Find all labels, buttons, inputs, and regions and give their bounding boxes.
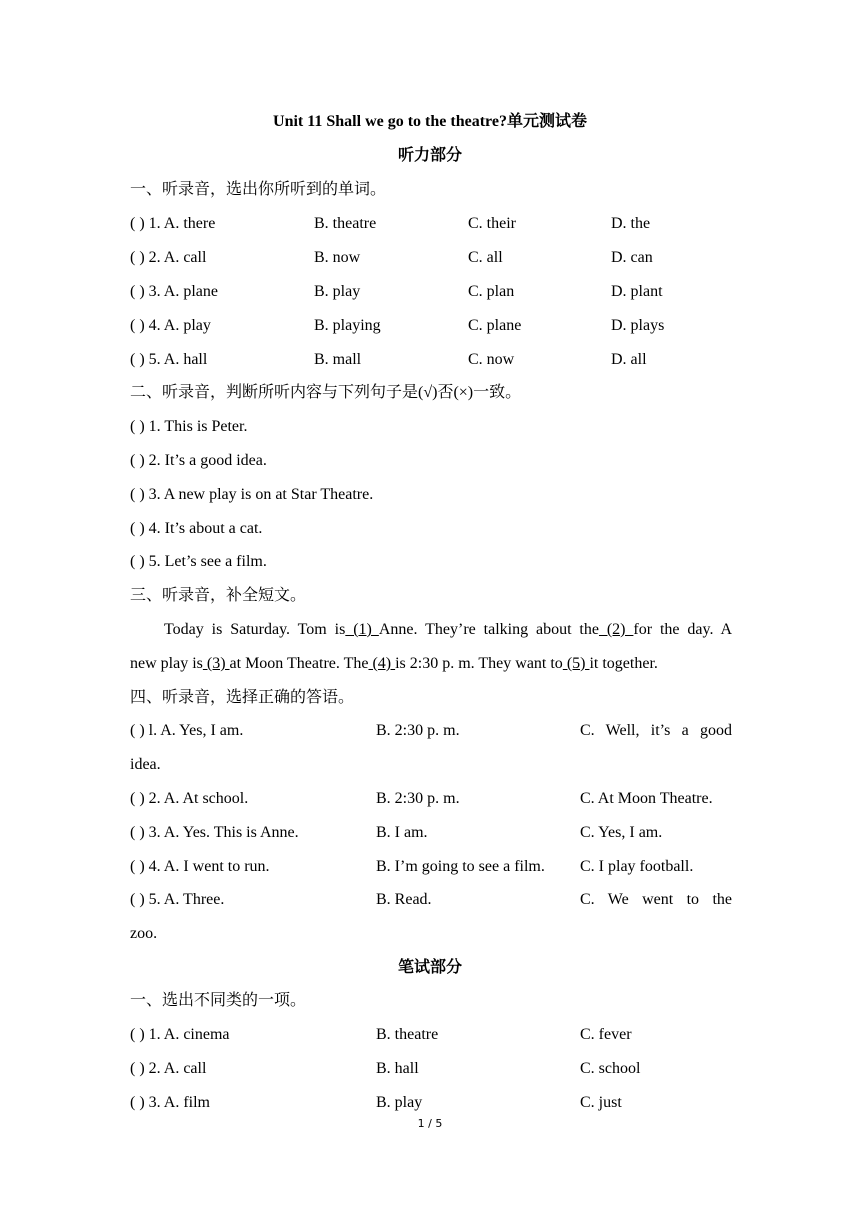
part2-item: ( ) 2. It’s a good idea. bbox=[130, 452, 267, 469]
question-label: ( ) 3. A. Yes. This is Anne. bbox=[130, 824, 299, 841]
question-label: ( ) 3. A. plane bbox=[130, 283, 218, 300]
page-number: 1 / 5 bbox=[417, 1117, 443, 1130]
option-c: C. We went to the bbox=[580, 891, 732, 908]
part4-heading: 四、听录音，选择正确的答语。 bbox=[130, 689, 355, 706]
option-c: C. school bbox=[580, 1060, 641, 1077]
option-c: C. now bbox=[468, 351, 515, 368]
passage-text: it together. bbox=[589, 655, 658, 672]
passage-line-2 bbox=[130, 654, 658, 674]
option-b: B. theatre bbox=[376, 1026, 439, 1043]
option-c: C. their bbox=[468, 215, 516, 232]
blank-1: (1) bbox=[345, 621, 379, 638]
document-title: Unit 11 Shall we go to the theatre?单元测试卷 bbox=[273, 113, 587, 130]
option-b: B. playing bbox=[314, 317, 381, 334]
option-c: C. just bbox=[580, 1094, 622, 1111]
question-label: ( ) 3. A. film bbox=[130, 1094, 210, 1111]
question-label: ( ) 5. A. hall bbox=[130, 351, 208, 368]
passage-text: at Moon Theatre. The bbox=[229, 655, 369, 672]
question-label: ( ) 2. A. call bbox=[130, 1060, 207, 1077]
option-b: B. 2:30 p. m. bbox=[376, 790, 460, 807]
passage-text: for the day. A bbox=[633, 621, 733, 638]
part2-item: ( ) 4. It’s about a cat. bbox=[130, 520, 263, 537]
option-b: B. play bbox=[376, 1094, 423, 1111]
option-d: D. plant bbox=[611, 283, 663, 300]
question-label: ( ) l. A. Yes, I am. bbox=[130, 722, 244, 739]
part3-heading: 三、听录音，补全短文。 bbox=[130, 587, 307, 604]
part2-item: ( ) 5. Let’s see a film. bbox=[130, 553, 267, 570]
listening-heading: 听力部分 bbox=[397, 147, 462, 164]
part2-item: ( ) 3. A new play is on at Star Theatre. bbox=[130, 486, 374, 503]
question-label: ( ) 1. A. cinema bbox=[130, 1026, 230, 1043]
option-b: B. Read. bbox=[376, 891, 432, 908]
option-c: C. all bbox=[468, 249, 503, 266]
option-b: B. 2:30 p. m. bbox=[376, 722, 460, 739]
question-label: ( ) 4. A. play bbox=[130, 317, 211, 334]
blank-3: (3) bbox=[202, 655, 230, 672]
option-b: B. hall bbox=[376, 1060, 419, 1077]
blank-5: (5) bbox=[562, 655, 590, 672]
option-c: C. fever bbox=[580, 1026, 632, 1043]
option-c: C. Well, it’s a good bbox=[580, 722, 732, 739]
option-d: D. all bbox=[611, 351, 647, 368]
option-d: D. the bbox=[611, 215, 651, 232]
blank-4: (4) bbox=[368, 655, 396, 672]
part1-heading: 一、听录音，选出你所听到的单词。 bbox=[130, 181, 387, 198]
question-label: ( ) 1. A. there bbox=[130, 215, 216, 232]
passage-text: Anne. They’re talking about the bbox=[378, 621, 599, 638]
option-c-wrap: zoo. bbox=[130, 925, 158, 942]
part5-heading: 一、选出不同类的一项。 bbox=[130, 992, 307, 1009]
option-b: B. I am. bbox=[376, 824, 428, 841]
option-c: C. Yes, I am. bbox=[580, 824, 663, 841]
question-label: ( ) 4. A. I went to run. bbox=[130, 858, 270, 875]
option-b: B. theatre bbox=[314, 215, 377, 232]
option-c: C. I play football. bbox=[580, 858, 694, 875]
option-d: D. plays bbox=[611, 317, 665, 334]
passage-line-1 bbox=[130, 620, 732, 640]
question-label: ( ) 2. A. call bbox=[130, 249, 207, 266]
question-label: ( ) 2. A. At school. bbox=[130, 790, 249, 807]
option-c: C. plan bbox=[468, 283, 515, 300]
written-heading: 笔试部分 bbox=[397, 959, 462, 976]
option-d: D. can bbox=[611, 249, 653, 266]
blank-2: (2) bbox=[598, 621, 634, 638]
option-b: B. I’m going to see a film. bbox=[376, 858, 545, 875]
option-b: B. mall bbox=[314, 351, 362, 368]
part2-item: ( ) 1. This is Peter. bbox=[130, 418, 248, 435]
option-c-wrap: idea. bbox=[130, 756, 161, 773]
option-c: C. plane bbox=[468, 317, 522, 334]
option-c: C. At Moon Theatre. bbox=[580, 790, 713, 807]
part2-heading: 二、听录音，判断所听内容与下列句子是(√)否(×)一致。 bbox=[130, 384, 522, 401]
option-b: B. now bbox=[314, 249, 361, 266]
option-b: B. play bbox=[314, 283, 361, 300]
question-label: ( ) 5. A. Three. bbox=[130, 891, 225, 908]
passage-text: is 2:30 p. m. They want to bbox=[395, 655, 563, 672]
passage-text: Today is Saturday. Tom is bbox=[164, 621, 346, 638]
passage-text: new play is bbox=[130, 655, 203, 672]
